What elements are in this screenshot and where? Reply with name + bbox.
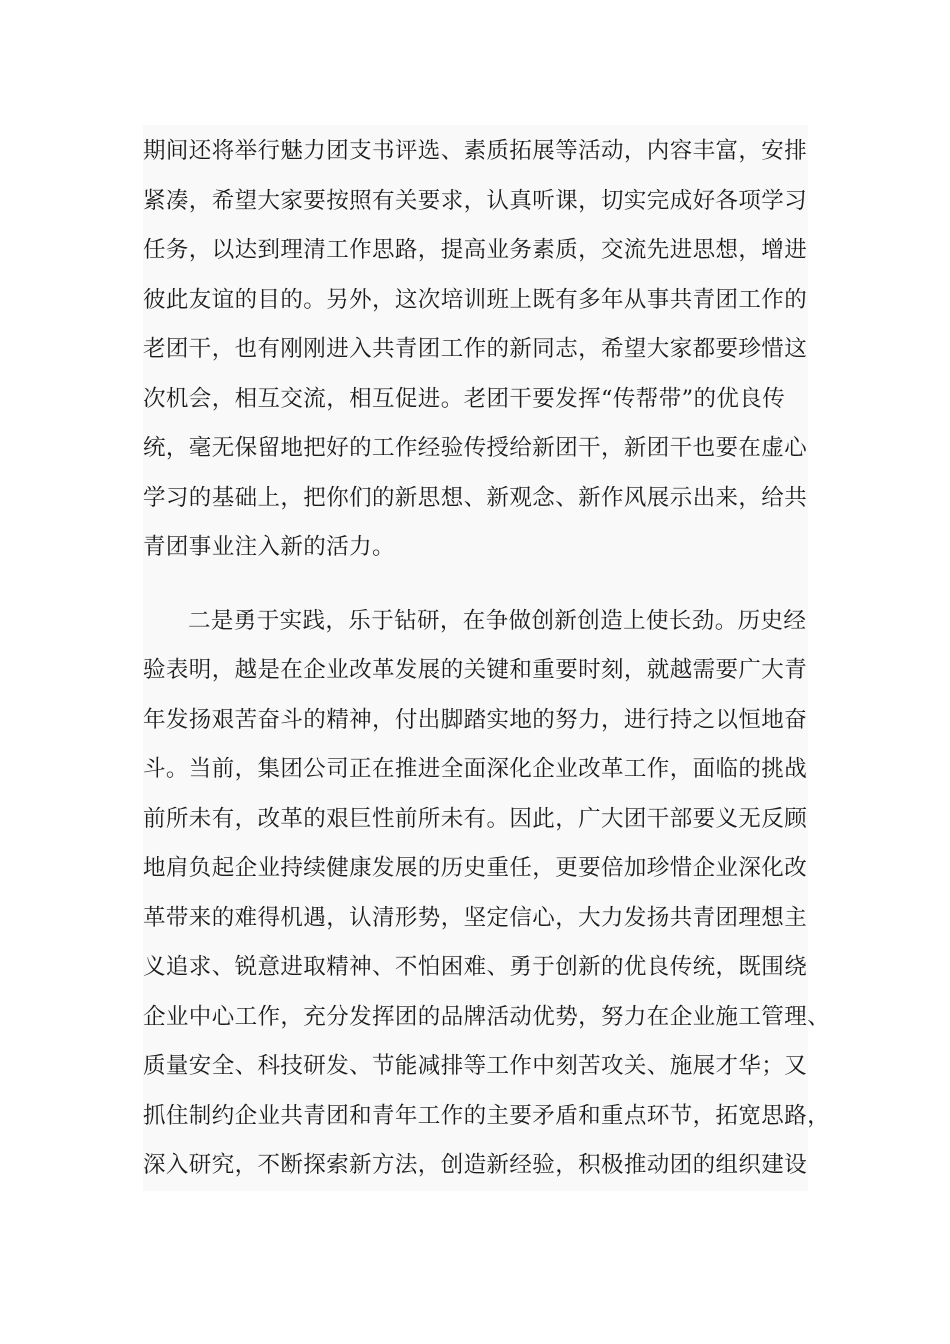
paragraph-2-line-12: 深入研究，不断探索新方法，创造新经验，积极推动团的组织建设 [143,1152,808,1178]
paragraph-1-line-6: 次机会，相互交流，相互促进。老团干要发挥“传帮带”的优良传 [143,386,786,412]
paragraph-1-line-7: 统，毫无保留地把好的工作经验传授给新团干，新团干也要在虚心 [143,435,808,461]
paragraph-2-line-8: 义追求、锐意进取精神、不怕困难、勇于创新的优良传统，既围绕 [143,954,808,980]
paragraph-2-line-6: 地肩负起企业持续健康发展的历史重任，更要倍加珍惜企业深化改 [143,855,808,881]
paragraph-1-line-5: 老团干，也有刚刚进入共青团工作的新同志，希望大家都要珍惜这 [143,336,808,362]
paragraph-2-line-7: 革带来的难得机遇，认清形势，坚定信心，大力发扬共青团理想主 [143,905,808,931]
paragraph-1-line-1: 期间还将举行魅力团支书评选、素质拓展等活动，内容丰富，安排 [143,138,808,164]
paragraph-2-line-10: 质量安全、科技研发、节能减排等工作中刻苦攻关、施展才华；又 [143,1053,808,1079]
paragraph-2-line-3: 年发扬艰苦奋斗的精神，付出脚踏实地的努力，进行持之以恒地奋 [143,707,808,733]
paragraph-1-line-9: 青团事业注入新的活力。 [143,534,395,560]
paragraph-2-line-2: 验表明，越是在企业改革发展的关键和重要时刻，就越需要广大青 [143,657,808,683]
paragraph-1-line-2: 紧凑，希望大家要按照有关要求，认真听课，切实完成好各项学习 [143,188,808,214]
paragraph-1-line-8: 学习的基础上，把你们的新思想、新观念、新作风展示出来，给共 [143,485,808,511]
paragraph-1-line-3: 任务，以达到理清工作思路，提高业务素质，交流先进思想，增进 [143,237,808,263]
paragraph-2-line-1: 二是勇于实践，乐于钻研，在争做创新创造上使长劲。历史经 [188,608,807,634]
paragraph-1-line-4: 彼此友谊的目的。另外，这次培训班上既有多年从事共青团工作的 [143,287,808,313]
text-block [143,125,831,1191]
paragraph-2-line-11: 抓住制约企业共青团和青年工作的主要矛盾和重点环节，拓宽思路， [143,1103,831,1129]
paragraph-2-line-9: 企业中心工作，充分发挥团的品牌活动优势，努力在企业施工管理、 [143,1004,831,1030]
paragraph-2-line-4: 斗。当前，集团公司正在推进全面深化企业改革工作，面临的挑战 [143,756,808,782]
paragraph-2-line-5: 前所未有，改革的艰巨性前所未有。因此，广大团干部要义无反顾 [143,806,808,832]
